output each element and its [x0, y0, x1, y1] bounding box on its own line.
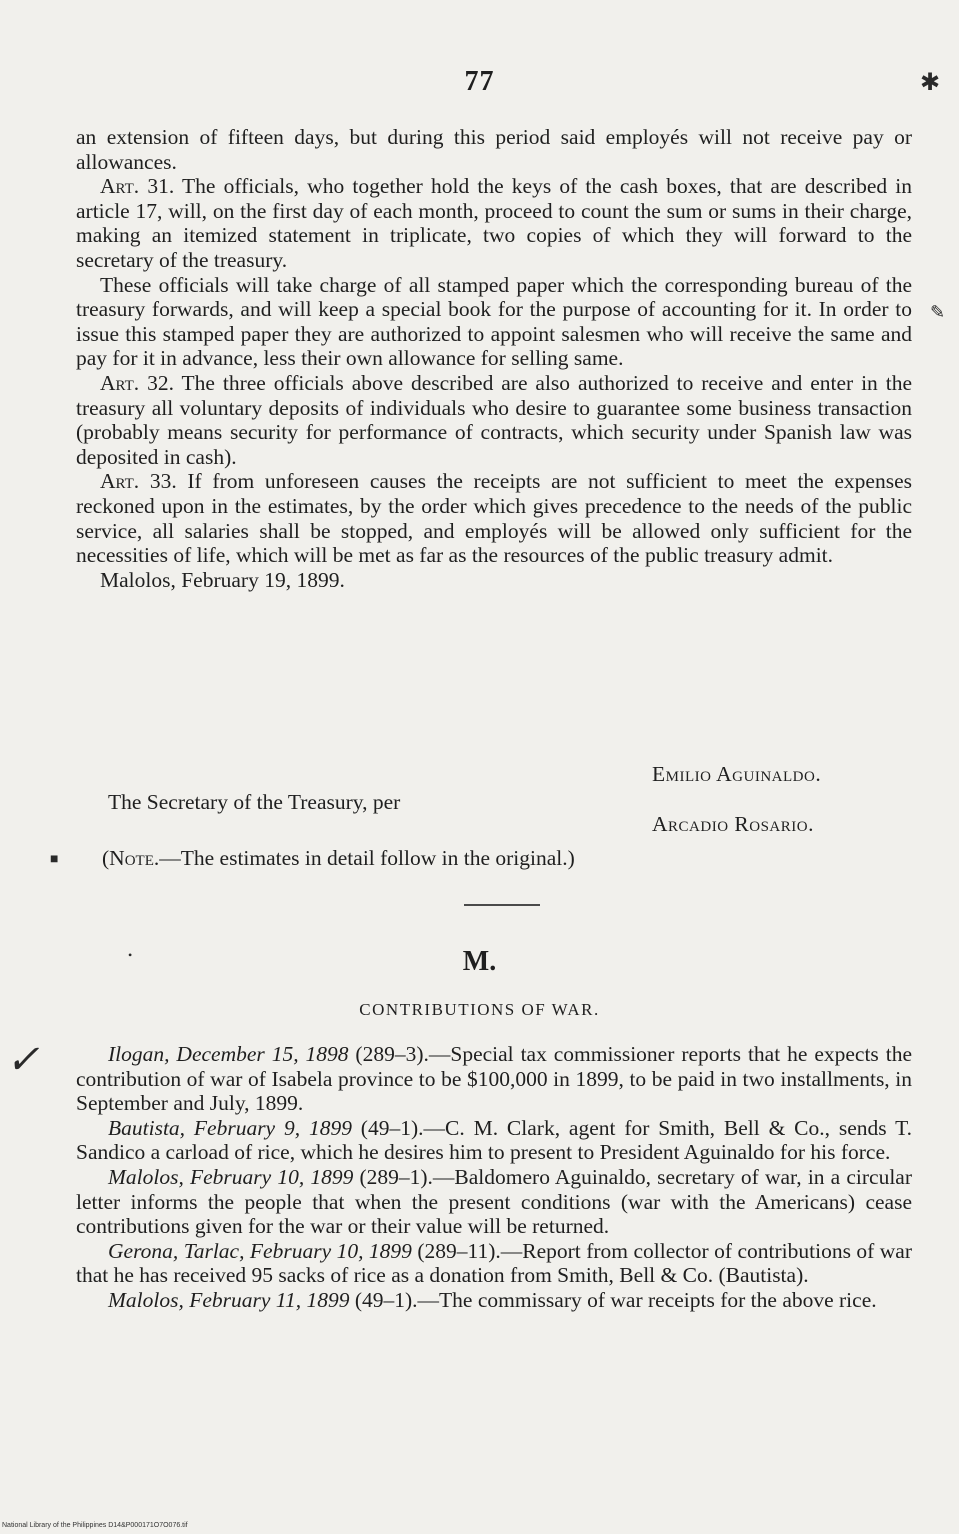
note-text: —The estimates in detail follow in the original.) — [159, 846, 575, 870]
article-31-label: Art. 31. — [100, 174, 175, 199]
margin-speck-icon: ✱ — [920, 70, 941, 96]
entry-place: Bautista, February 9, 1899 — [108, 1115, 352, 1140]
section-heading: CONTRIBUTIONS OF WAR. — [359, 1000, 600, 1019]
entry-malolos-feb-10 — [76, 1165, 912, 1239]
article-32-paragraph — [76, 371, 912, 469]
section-letter: M. — [462, 946, 497, 977]
signature-emilio-aguinaldo: Emilio Aguinaldo. — [652, 762, 822, 786]
upper-text-block — [76, 125, 912, 592]
section-divider — [464, 904, 540, 906]
note-label: Note. — [109, 846, 160, 870]
article-32-label: Art. 32. — [100, 370, 174, 395]
entry-gerona — [76, 1239, 912, 1288]
article-31-paragraph — [76, 174, 912, 272]
margin-speck-icon: ✎ — [930, 302, 946, 322]
entry-text: (289–3).—Special tax commissioner reports that he expects the contribution of war of Isabela province to be $100,000 in 1899, to be paid in two installments, in September and July, 1899. — [76, 1042, 912, 1116]
signature-arcadio-rosario: Arcadio Rosario. — [652, 812, 814, 836]
note-open-paren: ( — [102, 846, 110, 870]
entry-text: (289–1).—Baldomero Aguinaldo, secretary of war, in a circular letter informs the people that when the present conditions (war with the Americans) cease contributions given for the war or their value will be returned. — [76, 1164, 912, 1239]
article-33-text: If from unforeseen causes the receipts are not sufficient to meet the expenses reckoned upon in the estimates, by the order which gives precedence to the needs of the public service, all salaries shall be stopped, and employés will be allowed only sufficient for the necessities of life, which will be met as far as the resources of the public treasury admit. — [76, 469, 913, 568]
entry-place: Malolos, February 11, 1899 — [108, 1287, 350, 1312]
margin-speck-icon: ■ — [50, 852, 59, 867]
entry-bautista — [76, 1116, 912, 1165]
article-33-label: Art. 33. — [100, 469, 177, 494]
article-31-text: The officials, who together hold the keys of the cash boxes, that are described in article 17, will, on the first day of each month, proceed to count the sum or sums in their charge, making an itemized statement in triplicate, two copies of which they will forward to the secretary of the treasury. — [76, 174, 912, 272]
entry-place: Gerona, Tarlac, February 10, 1899 — [108, 1238, 412, 1263]
margin-speck-icon: • — [128, 948, 133, 962]
page-number: 77 — [464, 66, 495, 97]
continuation-paragraph: an extension of fifteen days, but during this period said employés will not receive pay or allowances. — [76, 125, 912, 174]
entry-text: (289–11).—Report from collector of contributions of war that he has received 95 sacks of rice as a donation from Smith, Bell & Co. (Bautista). — [76, 1238, 912, 1288]
entry-place: Ilogan, December 15, 1898 — [108, 1042, 349, 1066]
stamped-paper-paragraph: These officials will take charge of all stamped paper which the corresponding bureau of the treasury forwards, and will keep a special book for the purpose of accounting for it. In order to issue this stamped paper they are authorized to appoint salesmen who will receive the same and pay for it in advance, less their own allowance for selling same. — [76, 272, 912, 371]
footer-credit: National Library of the Philippines D14&P000171O7O076.tif — [2, 1522, 188, 1529]
article-32-text: The three officials above described are also authorized to receive and enter in the treasury all voluntary deposits of individuals who desire to guarantee some business transaction (probably means security for performance of contracts, which security under Spanish law was deposited in cash). — [76, 370, 912, 469]
entry-text: (49–1).—The commissary of war receipts for the above rice. — [349, 1287, 877, 1312]
entries-block — [76, 1042, 912, 1313]
entry-malolos-feb-11 — [76, 1288, 912, 1313]
note-line — [102, 846, 575, 871]
date-line: Malolos, February 19, 1899. — [100, 567, 345, 592]
check-mark-icon: ✓ — [6, 1037, 40, 1082]
secretary-line: The Secretary of the Treasury, per — [108, 790, 401, 814]
entry-place: Malolos, February 10, 1899 — [108, 1164, 354, 1189]
article-33-paragraph — [76, 469, 912, 567]
entry-text: (49–1).—C. M. Clark, agent for Smith, Bell & Co., sends T. Sandico a carload of rice, which he desires him to present to President Aguinaldo for his force. — [76, 1115, 912, 1165]
entry-ilogan — [76, 1042, 912, 1116]
